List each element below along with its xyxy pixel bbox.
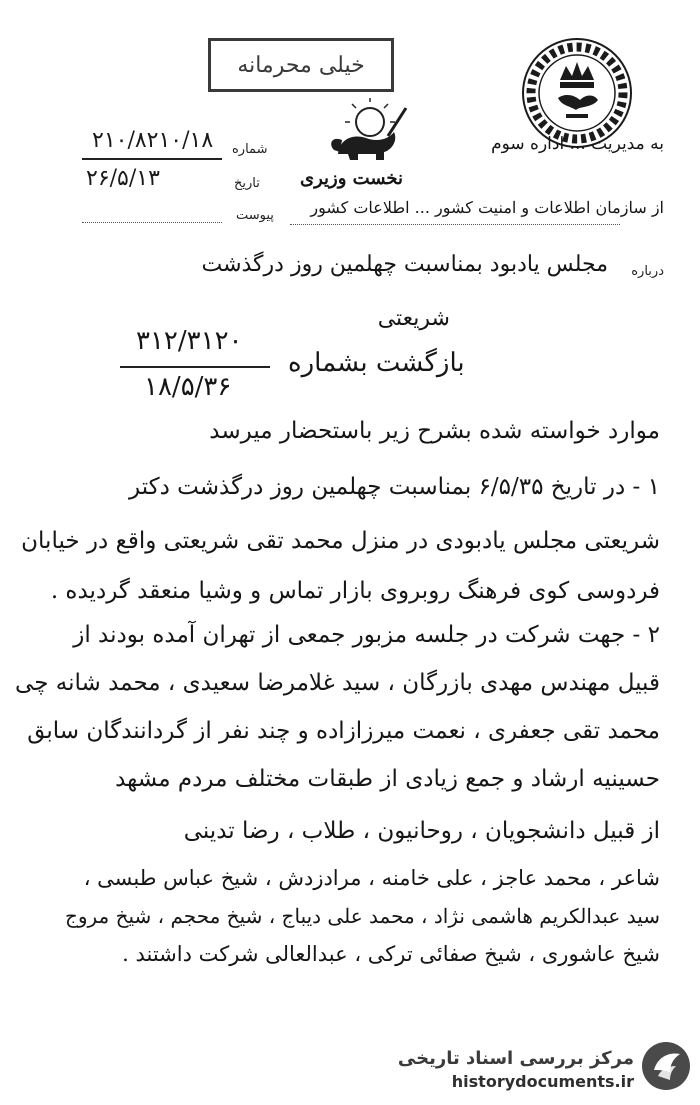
body-line: ۲ - جهت شرکت در جلسه مزبور جمعی از تهران آمده بودند از: [73, 622, 660, 648]
subject-label: درباره: [631, 264, 664, 279]
from-line: از سازمان اطلاعات و امنیت کشور ... اطلاعات کشور: [310, 198, 664, 217]
number-value: ۲۱۰/۸۲۱۰/۱۸: [92, 128, 214, 153]
subject-line-2: شریعتی: [377, 306, 450, 331]
number-underline: [82, 158, 222, 160]
attachment-line: [82, 222, 222, 223]
body-line: فردوسی کوی فرهنگ روبروی بازار تماس و وشیا منعقد گردیده .: [50, 578, 660, 604]
confidential-stamp: [208, 38, 394, 92]
body-line: شریعتی مجلس یادبودی در منزل محمد تقی شریعتی واقع در خیابان: [21, 528, 660, 554]
date-label: تاریخ: [234, 176, 260, 191]
stamp-text: خیلی محرمانه: [237, 52, 365, 78]
body-line: شیخ عاشوری ، شیخ صفائی ترکی ، عبدالعالی شرکت داشتند .: [122, 942, 660, 966]
body-line: سید عبدالکریم هاشمی نژاد ، محمد علی دیباج ، شیخ محجم ، شیخ مروج: [64, 904, 660, 928]
reference-number: ۳۱۲/۳۱۲۰: [136, 326, 243, 356]
number-label: شماره: [232, 142, 268, 157]
body-line: قبیل مهندس مهدی بازرگان ، سید غلامرضا سعیدی ، محمد شانه چی: [15, 670, 660, 696]
archive-name: مرکز بررسی اسناد تاریخی: [397, 1048, 634, 1069]
reference-date: ۱۸/۵/۳۶: [144, 372, 232, 402]
reference-underline: [120, 366, 270, 368]
from-underline: [290, 224, 620, 225]
attachment-label: پیوست: [236, 208, 274, 223]
recipient-line: به مدیریت ... اداره سوم: [491, 134, 664, 154]
subject-line-1: مجلس یادبود بمناسبت چهلمین روز درگذشت: [201, 252, 608, 277]
body-line-intro: موارد خواسته شده بشرح زیر باستحضار میرسد: [209, 418, 660, 444]
body-line: از قبیل دانشجویان ، روحانیون ، طلاب ، رضا تدینی: [183, 818, 660, 844]
date-value: ۲۶/۵/۱۳: [86, 166, 160, 191]
lion-and-sun-emblem: [318, 96, 410, 166]
archive-logo-icon: [640, 1040, 692, 1092]
department-name: نخست وزیری: [300, 168, 404, 189]
official-seal-icon: [520, 36, 634, 150]
body-line: حسینیه ارشاد و جمع زیادی از طبقات مختلف مردم مشهد: [115, 766, 660, 792]
archive-website: historydocuments.ir: [451, 1072, 634, 1091]
reference-label: بازگشت بشماره: [288, 348, 465, 378]
body-line: محمد تقی جعفری ، نعمت میرزازاده و چند نفر از گردانندگان سابق: [27, 718, 660, 744]
body-line: شاعر ، محمد عاجز ، علی خامنه ، مرادزدش ، شیخ عباس طبسی ،: [83, 866, 660, 890]
body-line: ۱ - در تاریخ ۶/۵/۳۵ بمناسبت چهلمین روز درگذشت دکتر: [129, 474, 660, 500]
